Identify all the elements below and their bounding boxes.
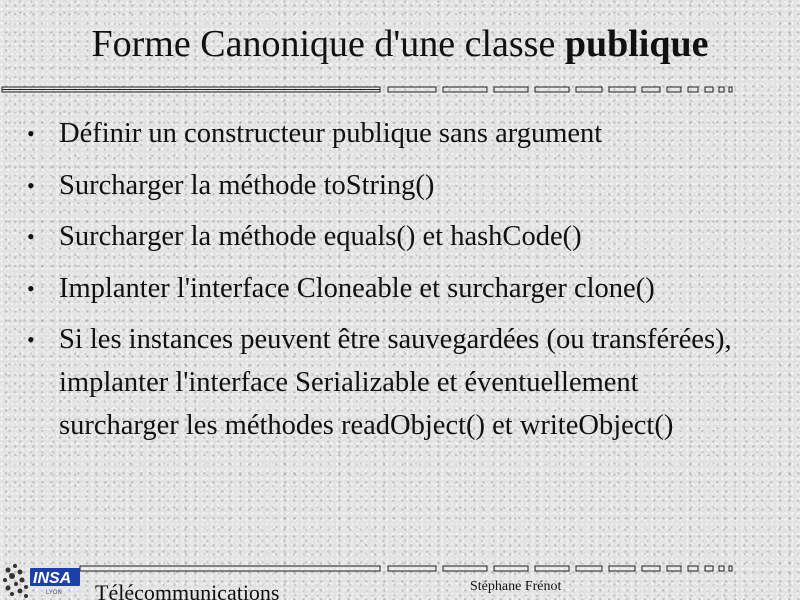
bullet-item xyxy=(0,215,800,258)
bullet-item xyxy=(0,112,800,155)
footer-author: Stéphane Frénot xyxy=(470,579,562,594)
bullet-text: Surcharger la méthode equals() et hashCode() xyxy=(59,221,582,252)
title-divider xyxy=(0,86,800,94)
bullet-item xyxy=(0,318,800,447)
bullet-dot-icon: • xyxy=(27,224,35,249)
bullet-dot-icon: • xyxy=(27,121,35,146)
bullet-text: Surcharger la méthode toString() xyxy=(59,169,435,201)
slide-title-bold: publique xyxy=(564,23,709,65)
bullet-dot-icon: • xyxy=(27,275,35,301)
bullet-list xyxy=(0,112,800,456)
bullet-text: Si les instances peuvent être sauvegardées (ou transférées), implanter l'interface Serializable et éventuellement surcharger les méthodes readObject() et writeObject() xyxy=(59,324,732,441)
bullet-item xyxy=(0,164,800,207)
footer-department: Télécommunications xyxy=(95,580,280,600)
bullet-text: Implanter l'interface Cloneable et surcharger clone() xyxy=(59,272,655,304)
svg-text:LYON: LYON xyxy=(46,590,62,596)
footer-divider xyxy=(0,565,800,573)
slide-title xyxy=(0,20,800,68)
bullet-dot-icon: • xyxy=(27,172,35,198)
slide-title-text: Forme Canonique d'une classe xyxy=(91,23,556,65)
svg-text:INSA: INSA xyxy=(33,570,72,587)
bullet-text: Définir un constructeur publique sans argument xyxy=(59,118,603,149)
bullet-item xyxy=(0,267,800,310)
insa-logo xyxy=(2,558,86,600)
bullet-dot-icon: • xyxy=(27,327,35,352)
